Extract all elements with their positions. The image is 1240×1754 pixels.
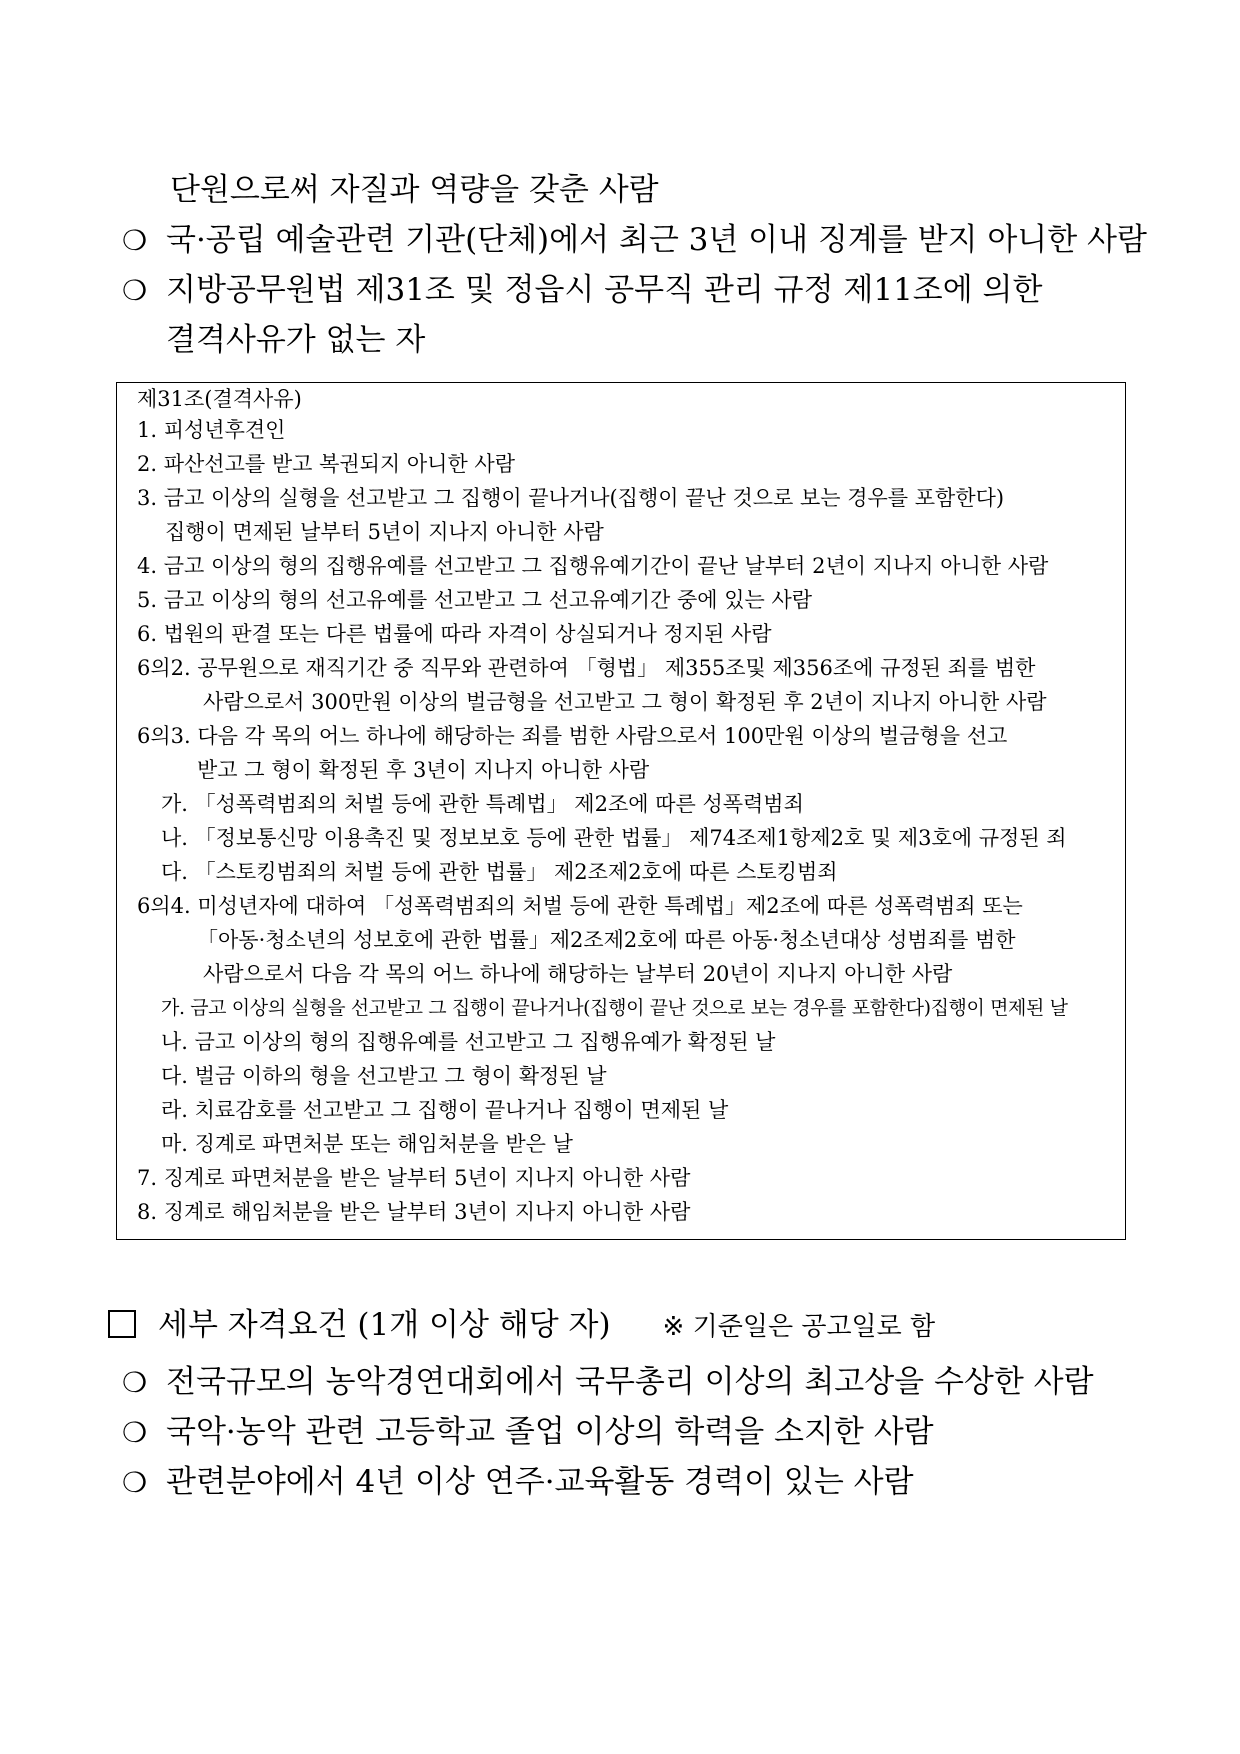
law-subitem: 마. 징계로 파면처분 또는 해임처분을 받은 날: [161, 1132, 573, 1156]
section-title: 세부 자격요건 (1개 이상 해당 자): [158, 1307, 611, 1343]
requirement-item: [122, 220, 1147, 261]
circle-bullet-icon: ❍: [122, 1466, 148, 1499]
law-item: 6의2. 공무원으로 재직기간 중 직무와 관련하여 「형법」 제355조및 제356조에 규정된 죄를 범한: [137, 656, 1036, 680]
disqualification-law-box: [116, 382, 1126, 1240]
law-item-cont: 사람으로서 300만원 이상의 벌금형을 선고받고 그 형이 확정된 후 2년이 지나지 아니한 사람: [203, 690, 1047, 714]
circle-bullet-icon: ❍: [122, 224, 148, 257]
continuation-line: [166, 320, 425, 360]
law-item: 2. 파산선고를 받고 복권되지 아니한 사람: [137, 452, 515, 476]
continuation-line: [170, 170, 659, 210]
detailed-qualifications-heading: [108, 1305, 935, 1347]
law-item-cont: 받고 그 형이 확정된 후 3년이 지나지 아니한 사람: [197, 758, 650, 782]
law-subitem: 나. 「정보통신망 이용촉진 및 정보보호 등에 관한 법률」 제74조제1항제2호 및 제3호에 규정된 죄: [161, 826, 1067, 850]
continuation-text: 결격사유가 없는 자: [166, 322, 426, 358]
law-item: 1. 피성년후견인: [137, 418, 286, 442]
reference-date-note: ※ 기준일은 공고일로 함: [662, 1312, 936, 1342]
square-bullet-icon: [108, 1310, 136, 1338]
qualification-text: 관련분야에서 4년 이상 연주·교육활동 경력이 있는 사람: [166, 1464, 914, 1500]
circle-bullet-icon: ❍: [122, 1416, 148, 1449]
qualification-item: [122, 1412, 934, 1453]
qualification-text: 국악·농악 관련 고등학교 졸업 이상의 학력을 소지한 사람: [166, 1414, 934, 1450]
law-item: 8. 징계로 해임처분을 받은 날부터 3년이 지나지 아니한 사람: [137, 1200, 691, 1224]
law-item: 3. 금고 이상의 실형을 선고받고 그 집행이 끝나거나(집행이 끝난 것으로 보는 경우를 포함한다): [137, 486, 1005, 510]
law-subitem: 나. 금고 이상의 형의 집행유예를 선고받고 그 집행유예가 확정된 날: [161, 1030, 776, 1054]
requirement-text: 국·공립 예술관련 기관(단체)에서 최근 3년 이내 징계를 받지 아니한 사람: [166, 222, 1147, 258]
continuation-text: 단원으로써 자질과 역량을 갖춘 사람: [170, 172, 659, 208]
requirement-text: 지방공무원법 제31조 및 정읍시 공무직 관리 규정 제11조에 의한: [166, 272, 1043, 308]
qualification-item: [122, 1362, 1094, 1403]
law-item: 5. 금고 이상의 형의 선고유예를 선고받고 그 선고유예기간 중에 있는 사람: [137, 588, 813, 612]
law-item-cont: 「아동·청소년의 성보호에 관한 법률」제2조제2호에 따른 아동·청소년대상 성범죄를 범한: [197, 928, 1016, 952]
requirement-item: [122, 270, 1042, 311]
law-item: 6의4. 미성년자에 대하여 「성폭력범죄의 처벌 등에 관한 특례법」제2조에 따른 성폭력범죄 또는: [137, 894, 1023, 918]
law-title: 제31조(결격사유): [137, 387, 302, 411]
law-item: 7. 징계로 파면처분을 받은 날부터 5년이 지나지 아니한 사람: [137, 1166, 691, 1190]
circle-bullet-icon: ❍: [122, 1366, 148, 1399]
law-item-cont: 집행이 면제된 날부터 5년이 지나지 아니한 사람: [165, 520, 604, 544]
qualification-text: 전국규모의 농악경연대회에서 국무총리 이상의 최고상을 수상한 사람: [166, 1364, 1094, 1400]
law-subitem: 라. 치료감호를 선고받고 그 집행이 끝나거나 집행이 면제된 날: [161, 1098, 729, 1122]
law-item-cont: 사람으로서 다음 각 목의 어느 하나에 해당하는 날부터 20년이 지나지 아니한 사람: [203, 962, 953, 986]
law-subitem: 다. 「스토킹범죄의 처벌 등에 관한 법률」 제2조제2호에 따른 스토킹범죄: [161, 860, 838, 884]
circle-bullet-icon: ❍: [122, 274, 148, 307]
law-subitem: 가. 「성폭력범죄의 처벌 등에 관한 특례법」 제2조에 따른 성폭력범죄: [161, 792, 804, 816]
law-subitem: 가. 금고 이상의 실형을 선고받고 그 집행이 끝나거나(집행이 끝난 것으로 보는 경우를 포함한다)집행이 면제된 날: [161, 997, 1068, 1019]
law-item: 6의3. 다음 각 목의 어느 하나에 해당하는 죄를 범한 사람으로서 100만원 이상의 벌금형을 선고: [137, 724, 1008, 748]
law-item: 6. 법원의 판결 또는 다른 법률에 따라 자격이 상실되거나 정지된 사람: [137, 622, 772, 646]
law-subitem: 다. 벌금 이하의 형을 선고받고 그 형이 확정된 날: [161, 1064, 607, 1088]
qualification-item: [122, 1462, 914, 1503]
law-item: 4. 금고 이상의 형의 집행유예를 선고받고 그 집행유예기간이 끝난 날부터 2년이 지나지 아니한 사람: [137, 554, 1049, 578]
